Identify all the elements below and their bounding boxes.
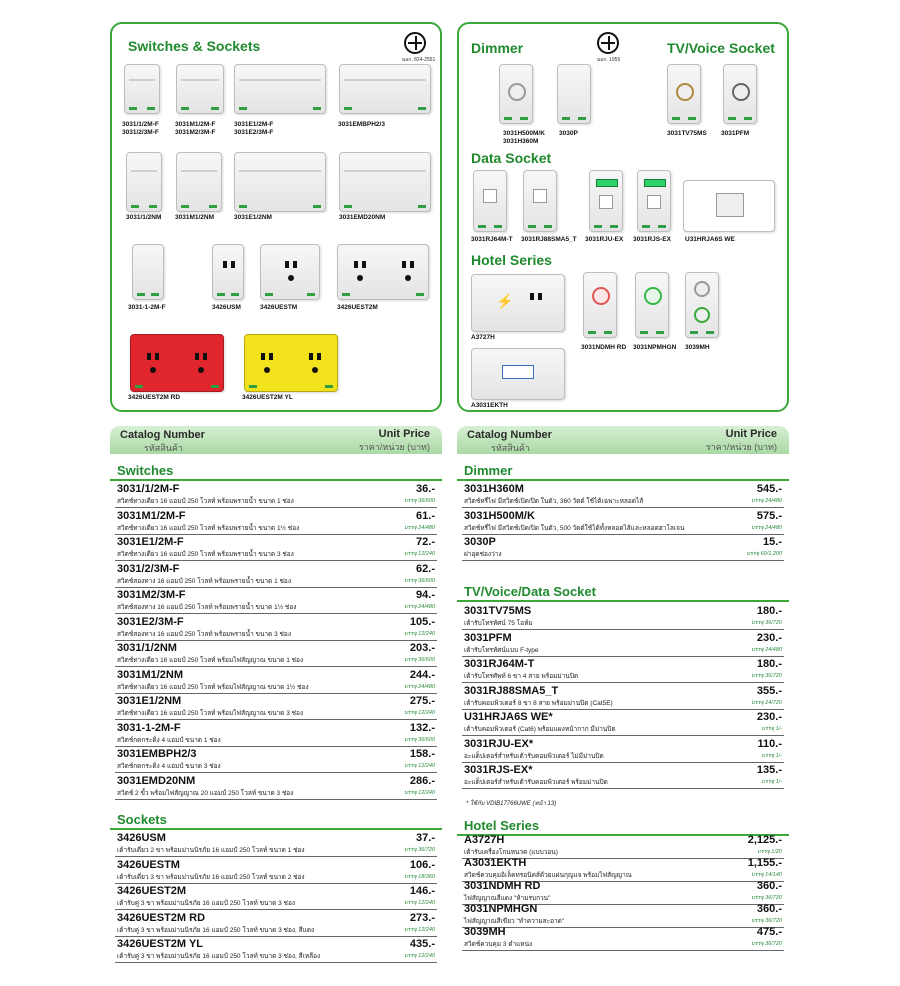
product-label: 3031H500M/K 3031H360M xyxy=(503,130,545,145)
product-code: 3031TV75MS xyxy=(464,605,532,617)
unit-price: 2,125.- xyxy=(747,834,782,846)
product-description: สวิตช์ 2 ขั้ว พร้อมไฟสัญญาณ 20 แอมป์ 250 โวลท์ ขนาด 3 ช่อง xyxy=(117,789,294,797)
catalog-row xyxy=(115,885,437,910)
product-label: 3426UESTM xyxy=(260,304,298,311)
product-description: สวิตช์ทางเดียว 16 แอมป์ 250 โวลท์ พร้อมไฟสัญญาณ ขนาด 3 ช่อง xyxy=(117,710,304,717)
product-image-switch-nm-3 xyxy=(234,152,326,212)
product-code: 3031PFM xyxy=(464,631,512,644)
product-label: 3031EMD20NM xyxy=(339,214,386,221)
pack-quantity: บรรจุ 12/240 xyxy=(404,789,435,796)
product-label: 3031TV75MS xyxy=(667,130,707,137)
pack-quantity: บรรจุ 36/600 xyxy=(404,498,435,504)
section-divider xyxy=(457,479,789,481)
catalog-row xyxy=(115,510,437,535)
unit-price: 273.- xyxy=(409,911,435,924)
unit-price: 72.- xyxy=(416,536,435,548)
pack-quantity: บรรจุ 24/720 xyxy=(751,699,782,706)
product-label: 3030P xyxy=(559,130,578,137)
product-label: 3039MH xyxy=(685,344,710,351)
catalog-number-heading: Catalog Number xyxy=(120,429,205,441)
pack-quantity: บรรจุ 24/480 xyxy=(751,524,782,531)
product-code: 3426UESTM xyxy=(117,858,180,871)
unit-price: 275.- xyxy=(409,695,435,707)
panel-title-data-socket: Data Socket xyxy=(471,150,552,166)
product-code: 3031RJS-EX* xyxy=(464,764,533,776)
product-label: A3727H xyxy=(471,334,495,341)
unit-price: 575.- xyxy=(756,509,782,522)
product-code: 3426UEST2M xyxy=(117,885,187,897)
product-image-socket-yellow xyxy=(244,334,338,392)
catalog-row xyxy=(115,642,437,667)
product-code: 3426UEST2M YL xyxy=(117,938,204,950)
product-label: 3031RJ64M-T xyxy=(471,236,513,243)
product-description: สวิตช์สองทาง 16 แอมป์ 250 โวลท์ พร้อมพรายน้ำ ขนาด 1½ ช่อง xyxy=(117,604,297,611)
product-label: 3426UEST2M YL xyxy=(242,394,293,401)
pack-quantity: บรรจุ 12/240 xyxy=(404,900,435,906)
product-code: 3031E1/2M-F xyxy=(117,536,184,548)
pack-quantity: บรรจุ 12/240 xyxy=(404,710,435,716)
pack-quantity: บรรจุ 24/480 xyxy=(751,498,782,504)
product-description: เต้ารับโทรทัศน์แบบ F-type xyxy=(464,646,539,654)
product-label: A3031EKTH xyxy=(471,402,508,409)
pack-quantity: บรรจุ 24/480 xyxy=(404,524,435,531)
product-description: เต้ารับเดี่ยว 2 ขา พร้อมม่านนิรภัย 16 แอมป์ 250 โวลท์ ขนาด 1 ช่อง xyxy=(117,847,305,854)
product-description: เต้ารับเดี่ยว 3 ขา พร้อมม่านนิรภัย 16 แอมป์ 250 โวลท์ ขนาด 2 ช่อง xyxy=(117,873,305,881)
unit-price: 180.- xyxy=(756,658,782,670)
product-label: 3031RJU-EX xyxy=(585,236,624,243)
unit-price: 286.- xyxy=(409,774,435,787)
catalog-row xyxy=(115,695,437,720)
product-image-socket-single xyxy=(212,244,244,300)
product-image-f-type-socket xyxy=(723,64,757,124)
product-code: 3031M1/2NM xyxy=(117,668,184,681)
unit-price: 36.- xyxy=(416,483,435,495)
catalog-row xyxy=(462,857,784,882)
unit-price: 132.- xyxy=(409,721,435,734)
catalog-row xyxy=(462,536,784,561)
product-label: 3031/1/2M-F 3031/2/3M-F xyxy=(122,121,159,136)
unit-price-heading-th: ราคา/หน่วย (บาท) xyxy=(705,442,777,452)
tis-certification-icon xyxy=(404,32,426,54)
product-label: 3031-1-2M-F xyxy=(128,304,166,311)
unit-price-heading: Unit Price xyxy=(378,428,430,440)
product-code: 3031M2/3M-F xyxy=(117,589,186,601)
product-code: 3030P xyxy=(464,536,496,548)
product-description: เต้ารับคอมพิวเตอร์ (Cat6) พร้อมแผงหน้ากาก มีม่านปิด xyxy=(464,726,616,733)
section-title-tv-voice-data: TV/Voice/Data Socket xyxy=(464,584,596,599)
unit-price: 37.- xyxy=(416,832,435,844)
product-code: 3031/1/2M-F xyxy=(117,483,180,495)
tis-caption: มอก. 1955 xyxy=(597,57,621,63)
product-description: สวิตช์ควบคุม 3 ตำแหน่ง xyxy=(464,941,533,948)
catalog-row xyxy=(115,616,437,641)
catalog-row xyxy=(115,669,437,694)
product-label: 3031RJ88SMA5_T xyxy=(521,236,577,243)
product-code: 3031H500M/K xyxy=(464,509,535,522)
catalog-row xyxy=(462,880,784,905)
product-label: 3031PFM xyxy=(721,130,750,137)
product-image-emd-switch xyxy=(339,152,431,212)
product-label: 3031EMBPH2/3 xyxy=(338,121,385,128)
catalog-row xyxy=(115,748,437,773)
product-description: สวิตช์ควบคุมอิเล็คทรอนิคส์ด้วยแผ่นกุญแจ พร้อมไฟสัญญาณ xyxy=(464,872,632,879)
catalog-row xyxy=(462,632,784,657)
catalog-row xyxy=(462,711,784,736)
product-image-switch-1 xyxy=(124,64,160,114)
panel-title-switches-sockets: Switches & Sockets xyxy=(128,38,261,54)
product-description: สวิตช์กดกระดิ่ง 4 แอมป์ ขนาด 1 ช่อง xyxy=(117,736,221,744)
product-code: A3727H xyxy=(464,834,505,846)
product-image-switch-3 xyxy=(234,64,326,114)
catalog-header-left xyxy=(110,426,442,454)
pack-quantity: บรรจุ 1/- xyxy=(761,752,782,759)
product-image-cat6-socket xyxy=(683,180,775,232)
pack-quantity: บรรจุ 60/1,200 xyxy=(746,551,782,557)
product-image-rjs-adapter xyxy=(637,170,671,232)
product-image-cleaning-indicator xyxy=(635,272,669,338)
product-description: เต้ารับโทรศัพท์ 6 ขา 4 สาย พร้อมม่านปิด xyxy=(464,673,579,680)
product-description: เต้ารับคู่ 3 ขา พร้อมม่านนิรภัย 16 แอมป์ 250 โวลท์ ขนาด 3 ช่อง, สีเหลือง xyxy=(117,953,321,960)
panel-title-tv-voice-socket: TV/Voice Socket xyxy=(667,40,775,56)
catalog-number-heading-th: รหัสสินค้า xyxy=(491,443,530,453)
catalog-row xyxy=(462,903,784,928)
product-code: 3031M1/2M-F xyxy=(117,509,186,522)
catalog-row xyxy=(115,859,437,884)
product-label: 3031E1/2M-F 3031E2/3M-F xyxy=(234,121,274,136)
product-code: 3039MH xyxy=(464,926,506,938)
product-image-rju-adapter xyxy=(589,170,623,232)
product-code: U31HRJA6S WE* xyxy=(464,711,553,723)
catalog-row xyxy=(462,738,784,763)
product-image-switch-nm-1-5 xyxy=(176,152,222,212)
product-label: 3031E1/2NM xyxy=(234,214,272,221)
pack-quantity: บรรจุ 36/600 xyxy=(404,657,435,663)
pack-quantity: บรรจุ 36/720 xyxy=(404,847,435,853)
pack-quantity: บรรจุ 12/240 xyxy=(404,926,435,933)
unit-price: 230.- xyxy=(756,631,782,644)
panel-title-hotel-series: Hotel Series xyxy=(471,252,552,268)
unit-price: 475.- xyxy=(756,926,782,938)
unit-price: 15.- xyxy=(763,536,782,548)
catalog-row xyxy=(115,912,437,937)
tis-certification-icon xyxy=(597,32,619,54)
unit-price: 203.- xyxy=(409,642,435,654)
catalog-row xyxy=(115,832,437,857)
product-description: ไฟสัญญาณสีแดง "ห้ามรบกวน" xyxy=(464,895,551,902)
product-code: 3031RJ64M-T xyxy=(464,658,535,670)
catalog-row xyxy=(115,722,437,747)
product-description: ฝาอุดช่องว่าง xyxy=(464,551,502,558)
unit-price: 61.- xyxy=(416,509,435,522)
product-image-tv-socket xyxy=(667,64,701,124)
unit-price: 230.- xyxy=(756,711,782,723)
unit-price: 62.- xyxy=(416,562,435,575)
product-description: ไฟสัญญาณสีเขียว "ทำความสะอาด" xyxy=(464,918,565,925)
catalog-row xyxy=(462,483,784,508)
footnote: * ใช้กับ VDIB17766UWE (หน้า 13) xyxy=(466,801,557,807)
product-description: อะแด็ปเตอร์สำหรับเต้ารับคอมพิวเตอร์ ไม่มีม่านปิด xyxy=(464,752,604,760)
product-description: เต้ารับโทรทัศน์ 75 โอห์ม xyxy=(464,620,533,627)
product-description: เต้ารับคู่ 3 ขา พร้อมม่านนิรภัย 16 แอมป์ 250 โวลท์ ขนาด 3 ช่อง xyxy=(117,900,296,907)
product-image-socket-3pin xyxy=(260,244,320,300)
pack-quantity: บรรจุ 36/720 xyxy=(751,895,782,901)
product-code: 3426USM xyxy=(117,832,166,844)
switches-sockets-panel xyxy=(110,22,442,412)
product-image-bell-switch-3 xyxy=(339,64,431,114)
product-description: สวิตช์สองทาง 16 แอมป์ 250 โวลท์ พร้อมพรายน้ำ ขนาด 3 ช่อง xyxy=(117,630,291,638)
pack-quantity: บรรจุ 12/240 xyxy=(404,763,435,769)
product-code: 3031RJU-EX* xyxy=(464,737,534,750)
product-code: 3031NDMH RD xyxy=(464,880,541,892)
section-title-dimmer: Dimmer xyxy=(464,463,513,478)
product-label: 3426USM xyxy=(212,304,241,311)
section-divider xyxy=(457,600,789,602)
product-image-socket-red xyxy=(130,334,224,392)
product-image-blank-plate xyxy=(557,64,591,124)
product-description: สวิตช์กดกระดิ่ง 4 แอมป์ ขนาด 3 ช่อง xyxy=(117,763,221,770)
section-divider xyxy=(110,479,442,481)
product-description: สวิตช์สองทาง 16 แอมป์ 250 โวลท์ พร้อมพรายน้ำ ขนาด 1 ช่อง xyxy=(117,577,291,585)
product-label: 3031NPMHGN xyxy=(633,344,677,351)
product-description: อะแด็ปเตอร์สำหรับเต้ารับคอมพิวเตอร์ พร้อมม่านปิด xyxy=(464,779,608,786)
pack-quantity: บรรจุ 1/- xyxy=(761,779,782,785)
unit-price: 355.- xyxy=(756,684,782,697)
product-label: 3426UEST2M RD xyxy=(128,394,181,401)
unit-price-heading-th: ราคา/หน่วย (บาท) xyxy=(358,442,430,452)
unit-price: 158.- xyxy=(409,748,435,760)
pack-quantity: บรรจุ 12/240 xyxy=(404,551,435,557)
product-code: 3031EMD20NM xyxy=(117,774,196,787)
product-description: เต้ารับคู่ 3 ขา พร้อมม่านนิรภัย 16 แอมป์ 250 โวลท์ ขนาด 3 ช่อง, สีแดง xyxy=(117,926,315,934)
catalog-row xyxy=(115,938,437,963)
product-image-socket-double xyxy=(337,244,429,300)
product-image-shaver-socket: ⚡ xyxy=(471,274,565,332)
catalog-row xyxy=(462,834,784,859)
unit-price: 135.- xyxy=(756,764,782,776)
pack-quantity: บรรจุ 24/480 xyxy=(751,646,782,653)
product-image-3-position-switch xyxy=(685,272,719,338)
pack-quantity: บรรจุ 24/480 xyxy=(404,683,435,690)
product-description: สวิตช์ทางเดียว 16 แอมป์ 250 โวลท์ พร้อมพรายน้ำ ขนาด 1½ ช่อง xyxy=(117,524,300,532)
unit-price: 1,155.- xyxy=(747,857,782,869)
product-code: 3031/2/3M-F xyxy=(117,562,180,575)
pack-quantity: บรรจุ 36/720 xyxy=(751,620,782,626)
catalog-row xyxy=(462,926,784,951)
product-code: 3031EMBPH2/3 xyxy=(117,748,197,760)
pack-quantity: บรรจุ 12/240 xyxy=(404,953,435,959)
product-code: 3031RJ88SMA5_T xyxy=(464,684,559,697)
product-description: สวิตช์ทางเดียว 16 แอมป์ 250 โวลท์ พร้อมไฟสัญญาณ ขนาด 1 ช่อง xyxy=(117,657,304,664)
section-divider xyxy=(110,828,442,830)
product-image-key-card-switch xyxy=(471,348,565,400)
catalog-row xyxy=(462,764,784,789)
product-label: 3031NDMH RD xyxy=(581,344,627,351)
catalog-row xyxy=(115,483,437,508)
catalog-row xyxy=(115,536,437,561)
product-description: สวิตช์ทางเดียว 16 แอมป์ 250 โวลท์ พร้อมพรายน้ำ ขนาด 1 ช่อง xyxy=(117,498,294,505)
pack-quantity: บรรจุ 36/720 xyxy=(751,673,782,679)
product-code: 3031NPMHGN xyxy=(464,903,538,915)
tis-caption: มอก. 824-2551 xyxy=(402,57,436,63)
product-description: สวิตช์ทางเดียว 16 แอมป์ 250 โวลท์ พร้อมไฟสัญญาณ ขนาด 1½ ช่อง xyxy=(117,683,309,691)
catalog-row xyxy=(115,563,437,588)
unit-price-heading: Unit Price xyxy=(725,428,777,440)
product-label: U31HRJA6S WE xyxy=(685,236,735,243)
product-image-switch-nm-1 xyxy=(126,152,162,212)
product-image-switch-1-5 xyxy=(176,64,224,114)
unit-price: 360.- xyxy=(756,880,782,892)
unit-price: 94.- xyxy=(416,589,435,601)
catalog-header-right xyxy=(457,426,789,454)
unit-price: 545.- xyxy=(756,483,782,495)
unit-price: 244.- xyxy=(409,668,435,681)
product-description: สวิตช์หรี่ไฟ มีสวิตช์เปิด/ปิด ในตัว, 360 วัตต์ ใช้ได้เฉพาะหลอดไส้ xyxy=(464,498,644,505)
product-description: เต้ารับคอมพิวเตอร์ 8 ขา 8 สาย พร้อมม่านปิด (Cat5E) xyxy=(464,699,613,707)
product-label: 3031M1/2M-F 3031M2/3M-F xyxy=(175,121,216,136)
product-label: 3426UEST2M xyxy=(337,304,378,311)
product-code: 3031E2/3M-F xyxy=(117,615,184,628)
catalog-row xyxy=(115,589,437,614)
catalog-number-heading-th: รหัสสินค้า xyxy=(144,443,183,453)
product-image-bell-switch-1 xyxy=(132,244,164,300)
product-code: 3426UEST2M RD xyxy=(117,911,206,924)
section-title-switches: Switches xyxy=(117,463,174,478)
pack-quantity: บรรจุ 18/360 xyxy=(404,873,435,880)
product-description: สวิตช์หรี่ไฟ มีสวิตช์เปิด/ปิด ในตัว, 500 วัตต์ใช้ได้ทั้งหลอดไส้และหลอดฮาโลเจน xyxy=(464,524,685,532)
catalog-row xyxy=(462,658,784,683)
product-code: A3031EKTH xyxy=(464,857,527,869)
pack-quantity: บรรจุ 36/720 xyxy=(751,941,782,947)
product-description: สวิตช์ทางเดียว 16 แอมป์ 250 โวลท์ พร้อมพรายน้ำ ขนาด 3 ช่อง xyxy=(117,551,294,558)
catalog-row xyxy=(115,775,437,800)
pack-quantity: บรรจุ 1/20 xyxy=(757,849,782,855)
pack-quantity: บรรจุ 24/480 xyxy=(404,604,435,610)
product-image-phone-jack xyxy=(473,170,507,232)
pack-quantity: บรรจุ 12/240 xyxy=(404,630,435,637)
product-image-data-jack xyxy=(523,170,557,232)
unit-price: 106.- xyxy=(409,858,435,871)
product-image-dimmer xyxy=(499,64,533,124)
product-description: เต้ารับเครื่องโกนหนวด (แบบวอน) xyxy=(464,849,558,856)
unit-price: 146.- xyxy=(409,885,435,897)
pack-quantity: บรรจุ 36/600 xyxy=(404,577,435,584)
catalog-row xyxy=(462,685,784,710)
unit-price: 110.- xyxy=(757,737,782,750)
product-code: 3031/1/2NM xyxy=(117,642,177,654)
dimmer-tv-data-hotel-panel xyxy=(457,22,789,412)
unit-price: 180.- xyxy=(756,605,782,617)
product-image-dnd-indicator xyxy=(583,272,617,338)
unit-price: 105.- xyxy=(409,615,435,628)
catalog-row xyxy=(462,510,784,535)
panel-title-dimmer: Dimmer xyxy=(471,40,524,56)
pack-quantity: บรรจุ 1/- xyxy=(761,726,782,732)
product-code: 3031-1-2M-F xyxy=(117,721,181,734)
product-code: 3031E1/2NM xyxy=(117,695,182,707)
product-label: 3031M1/2NM xyxy=(175,214,215,221)
product-code: 3031H360M xyxy=(464,483,524,495)
catalog-number-heading: Catalog Number xyxy=(467,429,552,441)
catalog-row xyxy=(462,605,784,630)
product-label: 3031RJS-EX xyxy=(633,236,671,243)
pack-quantity: บรรจุ 14/140 xyxy=(751,872,782,878)
section-title-sockets: Sockets xyxy=(117,812,167,827)
pack-quantity: บรรจุ 36/720 xyxy=(751,918,782,924)
product-label: 3031/1/2NM xyxy=(126,214,162,221)
section-title-hotel-series: Hotel Series xyxy=(464,818,540,833)
unit-price: 360.- xyxy=(756,903,782,915)
unit-price: 435.- xyxy=(409,938,435,950)
pack-quantity: บรรจุ 36/600 xyxy=(404,736,435,743)
